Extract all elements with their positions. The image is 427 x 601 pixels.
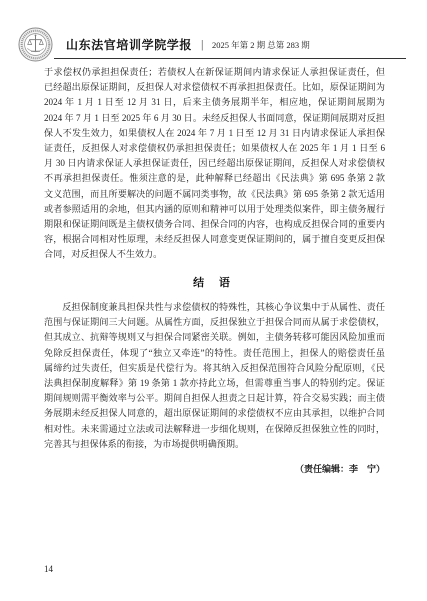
section-heading: 结 语 (193, 277, 236, 289)
text-line: 务展期未经反担保人同意的，超出原保证期间的求偿债权不应由其承担，以维护合同 (44, 408, 385, 419)
header-rule (54, 58, 406, 59)
issue-info: 2025 年第 2 期 总第 283 期 (212, 40, 310, 50)
editor-credit: （责任编辑：李 宁） (294, 464, 385, 474)
text-line: 保人不发生效力，如果债权人在 2024 年 7 月 1 日至 12 月 31 日内请求保证人承担保 (44, 127, 385, 138)
text-line: 范围与保证期间三大问题。从属性方面，反担保独立于担保合同而从属于求偿债权， (44, 317, 385, 328)
text-line: 或者参照适用的余地，但其内涵的原则和精神可以用于处理类似案件，即主债务履行 (44, 203, 385, 214)
text-line: 月 30 日内请求保证人承担保证责任，因已经超出原保证期间，反担保人对求偿债权 (44, 158, 385, 169)
text-line: 文义范围，而且所要解决的问题不属同类事物，故《民法典》第 695 条第 2 款无适用 (44, 188, 385, 199)
body-paragraph (44, 300, 385, 452)
text-line: 属缔约过失责任，但实质是代偿行为。将其纳入反担保范围符合风险分配原则，《民 (44, 362, 385, 373)
text-line: 相对性。未来需通过立法或司法解释进一步细化规则，在保障反担保独立性的同时， (44, 423, 385, 434)
text-line: 反担保制度兼具担保共性与求偿债权的特殊性，其核心争议集中于从属性、责任 (62, 302, 385, 312)
text-line: 证责任，反担保人对求偿债权仍承担担保责任；如果债权人在 2025 年 1 月 1 日至 6 (44, 142, 385, 153)
page-number: 14 (44, 564, 53, 574)
text-line: 2024 年 7 月 1 日至 2025 年 6 月 30 日。未经反担保人书面同意，保证期间展期对反担 (44, 112, 385, 123)
text-line: 免除反担保责任，体现了“独立又牵连”的特性。责任范围上，担保人的赔偿责任虽 (44, 347, 385, 358)
text-line: 法典担保制度解释》第 19 条第 1 款亦持此立场，但需尊重当事人的特别约定。保证 (44, 377, 385, 388)
seal-logo-graphic (18, 27, 53, 62)
seal-logo-icon (18, 27, 53, 62)
text-line: 已经超出原保证期间，反担保人对求偿债权不再承担担保责任。比如，原保证期间为 (44, 82, 385, 93)
text-line: 于求偿权仍承担担保责任；若债权人在新保证期间内请求保证人承担保证责任，但 (44, 67, 385, 77)
text-line: 合同，对反担保人不生效力。 (44, 249, 163, 260)
text-line: 不再承担担保责任。惟须注意的是，此种解释已经超出《民法典》第 695 条第 2 款 (44, 173, 385, 184)
text-line: 容，根据合同相对性原理，未经反担保人同意变更保证期间的，属于擅自变更反担保 (44, 234, 385, 245)
journal-title: 山东法官培训学院学报 (66, 38, 193, 52)
header-separator: | (201, 37, 204, 51)
body-paragraph (44, 65, 385, 262)
text-line: 完善其与担保体系的衔接，为市场提供明确预期。 (44, 438, 245, 449)
text-line: 但其成立、抗辩等规则又与担保合同紧密关联。例如，主债务转移可能因风险加重而 (44, 332, 385, 343)
text-line: 期间规则需平衡效率与公平。期间自担保人担责之日起计算，符合交易实践；而主债 (44, 393, 385, 404)
text-line: 期限和保证期间既是主债权债务合同、担保合同的内容，也构成反担保合同的重要内 (44, 218, 385, 229)
text-line: 2024 年 1 月 1 日至 12 月 31 日，后来主债务展期半年，相应地，保证期间展期为 (44, 97, 385, 108)
